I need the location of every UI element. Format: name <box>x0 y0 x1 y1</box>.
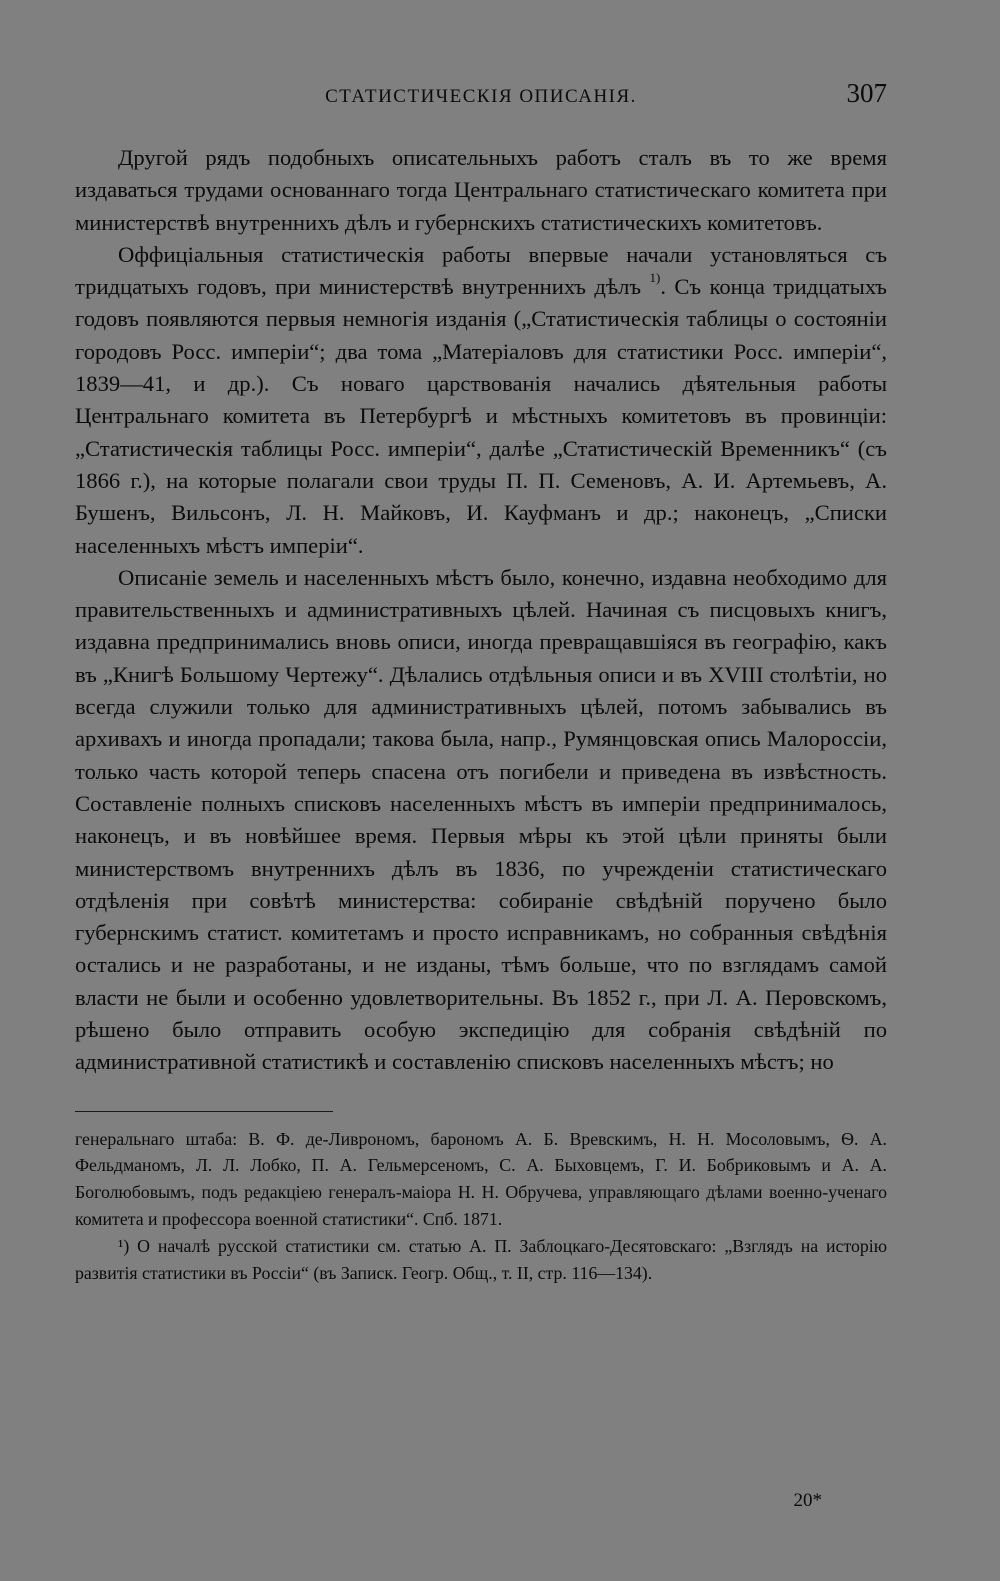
footnote-1: ¹) О началѣ русской статистики см. статью А. П. Заблоцкаго-Десятовскаго: „Взглядъ на исторію развитія статистики въ Россіи“ (въ Записк. Геогр. Общ., т. II, стр. 116—134). <box>75 1235 887 1283</box>
footnote-divider <box>75 1111 333 1112</box>
page-number: 307 <box>846 78 887 108</box>
footnote-reference: 1) <box>649 270 661 286</box>
paragraph-text: . Съ конца тридцатыхъ годовъ появляются первыя немногія изданія („Статистическія таблицы о состояніи городовъ Росс. имперіи“; два тома „Матеріаловъ для статистики Росс. имперіи“, 1839—41, и др.). Съ новаго царствованія начались дѣятельныя работы Центральнаго комитета въ Петербургѣ и мѣстныхъ комитетовъ въ провинціи: „Статистическія таблицы Росс. имперіи“, далѣе „Статистическій Временникъ“ (съ 1866 г.), на которые полагали свои труды П. П. Семеновъ, А. И. Артемьевъ, А. Бушенъ, Вильсонъ, Л. Н. Майковъ, И. Кауфманъ и др.; наконецъ, „Списки населенныхъ мѣстъ имперіи“. <box>75 274 887 558</box>
printer-signature-mark: 20* <box>793 1490 822 1511</box>
paragraph: Другой рядъ подобныхъ описательныхъ работъ сталъ въ то же время издаваться трудами основаннаго тогда Центральнаго статистическаго комитета при министерствѣ внутреннихъ дѣлъ и губернскихъ статистическихъ комитетовъ. <box>75 145 887 235</box>
running-title: СТАТИСТИЧЕСКІЯ ОПИСАНІЯ. <box>325 86 637 107</box>
paragraph <box>75 239 887 562</box>
running-head <box>75 76 887 120</box>
paragraph-text: Оффиціальныя статистическія работы впервые начали установляться съ тридцатыхъ годовъ, при министерствѣ внутреннихъ дѣлъ <box>75 241 887 300</box>
paragraph: Описаніе земель и населенныхъ мѣстъ было, конечно, издавна необходимо для правительственныхъ и административныхъ цѣлей. Начиная съ писцовыхъ книгъ, издавна предпринимались вновь описи, иногда превращавшіяся въ географію, какъ въ „Книгѣ Большому Чертежу“. Дѣлались отдѣльныя описи и въ XVIII столѣтіи, но всегда служили только для административныхъ цѣлей, потомъ забывались въ архивахъ и иногда пропадали; такова была, напр., Румянцовская опись Малороссіи, только часть которой теперь спасена отъ погибели и приведена въ извѣстность. Составленіе полныхъ списковъ населенныхъ мѣстъ въ имперіи предпринималось, наконецъ, и въ новѣйшее время. Первыя мѣры къ этой цѣли приняты были министерствомъ внутреннихъ дѣлъ въ 1836, по учрежденіи статистическаго отдѣленія при совѣтѣ министерства: собираніе свѣдѣній поручено было губернскимъ статист. комитетамъ и просто исправникамъ, но собранныя свѣдѣнія остались и не разработаны, и не изданы, тѣмъ больше, что по взглядамъ самой власти не были и особенно удовлетворительны. Въ 1852 г., при Л. А. Перовскомъ, рѣшено было отправить особую экспедицію для собранія свѣдѣній по административной статистикѣ и составленію списковъ населенныхъ мѣстъ; но <box>75 564 887 1075</box>
footnotes <box>75 1126 887 1287</box>
body-text <box>75 142 887 1079</box>
book-page <box>75 76 887 1556</box>
footnote-continuation: генеральнаго штаба: В. Ф. де-Ливрономъ, барономъ А. Б. Вревскимъ, Н. Н. Мосоловымъ, Ѳ. А. Фельдманомъ, Л. Л. Лобко, П. А. Гельмерсеномъ, С. А. Быховцемъ, Г. И. Бобриковымъ и А. А. Боголюбовымъ, подъ редакціею генералъ-маіора Н. Н. Обручева, управляющаго дѣлами военно-ученаго комитета и профессора военной статистики“. Спб. 1871. <box>75 1128 887 1229</box>
